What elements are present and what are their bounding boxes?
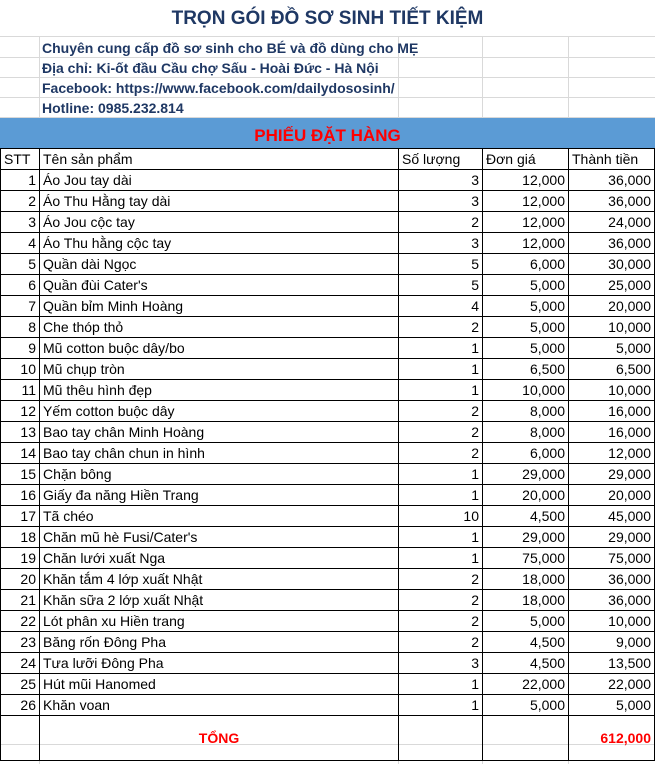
table-row bbox=[1, 212, 655, 233]
row-unit-price[interactable]: 18,000 bbox=[483, 569, 569, 590]
table-row bbox=[1, 422, 655, 443]
row-amount[interactable]: 29,000 bbox=[569, 527, 655, 548]
total-cell-empty[interactable] bbox=[483, 716, 569, 761]
row-quantity[interactable]: 1 bbox=[399, 338, 483, 359]
table-row bbox=[1, 254, 655, 275]
table-row bbox=[1, 380, 655, 401]
table-row bbox=[1, 359, 655, 380]
row-product-name[interactable]: Mũ cotton buộc dây/bo bbox=[40, 338, 399, 359]
row-unit-price[interactable]: 8,000 bbox=[483, 401, 569, 422]
row-quantity[interactable]: 2 bbox=[399, 422, 483, 443]
row-quantity[interactable]: 2 bbox=[399, 401, 483, 422]
row-product-name[interactable]: Áo Thu hằng cộc tay bbox=[40, 233, 399, 254]
row-stt[interactable]: 18 bbox=[1, 527, 40, 548]
row-product-name[interactable]: Bao tay chân Minh Hoàng bbox=[40, 422, 399, 443]
table-row bbox=[1, 317, 655, 338]
row-unit-price[interactable]: 12,000 bbox=[483, 191, 569, 212]
row-stt[interactable]: 20 bbox=[1, 569, 40, 590]
row-amount[interactable]: 10,000 bbox=[569, 380, 655, 401]
row-quantity[interactable]: 2 bbox=[399, 569, 483, 590]
row-amount[interactable]: 9,000 bbox=[569, 632, 655, 653]
column-header-amount[interactable]: Thành tiền bbox=[569, 149, 655, 170]
row-quantity[interactable]: 3 bbox=[399, 653, 483, 674]
row-quantity[interactable]: 3 bbox=[399, 191, 483, 212]
shop-hotline: Hotline: 0985.232.814 bbox=[42, 100, 184, 116]
row-product-name[interactable]: Chăn mũ hè Fusi/Cater's bbox=[40, 527, 399, 548]
row-stt[interactable]: 2 bbox=[1, 191, 40, 212]
row-product-name[interactable]: Áo Jou tay dài bbox=[40, 170, 399, 191]
table-row bbox=[1, 191, 655, 212]
table-row bbox=[1, 674, 655, 695]
row-amount[interactable]: 36,000 bbox=[569, 569, 655, 590]
table-row bbox=[1, 464, 655, 485]
row-product-name[interactable]: Tưa lưỡi Đông Pha bbox=[40, 653, 399, 674]
row-unit-price[interactable]: 29,000 bbox=[483, 464, 569, 485]
row-product-name[interactable]: Băng rốn Đông Pha bbox=[40, 632, 399, 653]
row-unit-price[interactable]: 5,000 bbox=[483, 275, 569, 296]
table-row bbox=[1, 653, 655, 674]
row-unit-price[interactable]: 18,000 bbox=[483, 590, 569, 611]
row-stt[interactable]: 12 bbox=[1, 401, 40, 422]
row-stt[interactable]: 6 bbox=[1, 275, 40, 296]
row-quantity[interactable]: 10 bbox=[399, 506, 483, 527]
row-stt[interactable]: 26 bbox=[1, 695, 40, 716]
row-product-name[interactable]: Mũ chụp tròn bbox=[40, 359, 399, 380]
row-amount[interactable]: 75,000 bbox=[569, 548, 655, 569]
total-cell-empty[interactable] bbox=[1, 716, 40, 761]
table-row bbox=[1, 443, 655, 464]
row-stt[interactable]: 13 bbox=[1, 422, 40, 443]
row-amount[interactable]: 36,000 bbox=[569, 590, 655, 611]
row-quantity[interactable]: 2 bbox=[399, 632, 483, 653]
row-amount[interactable]: 36,000 bbox=[569, 233, 655, 254]
row-stt[interactable]: 1 bbox=[1, 170, 40, 191]
row-quantity[interactable]: 2 bbox=[399, 611, 483, 632]
row-amount[interactable]: 16,000 bbox=[569, 422, 655, 443]
row-quantity[interactable]: 1 bbox=[399, 464, 483, 485]
row-product-name[interactable]: Quần dài Ngọc bbox=[40, 254, 399, 275]
row-stt[interactable]: 4 bbox=[1, 233, 40, 254]
row-quantity[interactable]: 2 bbox=[399, 590, 483, 611]
total-row bbox=[1, 716, 655, 761]
row-amount[interactable]: 16,000 bbox=[569, 401, 655, 422]
row-stt[interactable]: 17 bbox=[1, 506, 40, 527]
table-row bbox=[1, 506, 655, 527]
row-stt[interactable]: 3 bbox=[1, 212, 40, 233]
row-unit-price[interactable]: 8,000 bbox=[483, 422, 569, 443]
row-product-name[interactable]: Khăn tắm 4 lớp xuất Nhật bbox=[40, 569, 399, 590]
row-unit-price[interactable]: 4,500 bbox=[483, 632, 569, 653]
row-stt[interactable]: 10 bbox=[1, 359, 40, 380]
row-unit-price[interactable]: 4,500 bbox=[483, 653, 569, 674]
shop-address: Địa chỉ: Ki-ốt đầu Cầu chợ Sấu - Hoài Đức - Hà Nội bbox=[42, 60, 379, 76]
row-unit-price[interactable]: 12,000 bbox=[483, 170, 569, 191]
row-product-name[interactable]: Yếm cotton buộc dây bbox=[40, 401, 399, 422]
table-row bbox=[1, 338, 655, 359]
table-row bbox=[1, 296, 655, 317]
total-label[interactable]: TỔNG bbox=[40, 716, 399, 761]
row-amount[interactable]: 20,000 bbox=[569, 296, 655, 317]
row-stt[interactable]: 9 bbox=[1, 338, 40, 359]
row-amount[interactable]: 6,500 bbox=[569, 359, 655, 380]
order-title: PHIẾU ĐẶT HÀNG bbox=[254, 126, 401, 145]
total-cell-empty[interactable] bbox=[399, 716, 483, 761]
row-quantity[interactable]: 1 bbox=[399, 359, 483, 380]
row-unit-price[interactable]: 12,000 bbox=[483, 233, 569, 254]
row-stt[interactable]: 25 bbox=[1, 674, 40, 695]
row-amount[interactable]: 36,000 bbox=[569, 191, 655, 212]
row-amount[interactable]: 30,000 bbox=[569, 254, 655, 275]
row-quantity[interactable]: 1 bbox=[399, 548, 483, 569]
row-product-name[interactable]: Chặn bông bbox=[40, 464, 399, 485]
row-amount[interactable]: 20,000 bbox=[569, 485, 655, 506]
row-product-name[interactable]: Mũ thêu hình đẹp bbox=[40, 380, 399, 401]
row-amount[interactable]: 5,000 bbox=[569, 338, 655, 359]
row-unit-price[interactable]: 10,000 bbox=[483, 380, 569, 401]
table-row bbox=[1, 170, 655, 191]
shop-facebook: Facebook: https://www.facebook.com/dailydososinh/ bbox=[42, 80, 395, 96]
row-unit-price[interactable]: 75,000 bbox=[483, 548, 569, 569]
row-unit-price[interactable]: 4,500 bbox=[483, 506, 569, 527]
table-row bbox=[1, 548, 655, 569]
row-amount[interactable]: 10,000 bbox=[569, 611, 655, 632]
row-amount[interactable]: 24,000 bbox=[569, 212, 655, 233]
row-amount[interactable]: 25,000 bbox=[569, 275, 655, 296]
order-table bbox=[0, 148, 655, 761]
row-unit-price[interactable]: 5,000 bbox=[483, 338, 569, 359]
row-stt[interactable]: 16 bbox=[1, 485, 40, 506]
table-row bbox=[1, 233, 655, 254]
column-header-unit-price[interactable]: Đơn giá bbox=[483, 149, 569, 170]
row-stt[interactable]: 5 bbox=[1, 254, 40, 275]
shop-tagline: Chuyên cung cấp đồ sơ sinh cho BÉ và đồ dùng cho MẸ bbox=[42, 40, 419, 56]
row-stt[interactable]: 7 bbox=[1, 296, 40, 317]
row-unit-price[interactable]: 5,000 bbox=[483, 695, 569, 716]
row-amount[interactable]: 12,000 bbox=[569, 443, 655, 464]
row-quantity[interactable]: 5 bbox=[399, 254, 483, 275]
table-row bbox=[1, 632, 655, 653]
row-quantity[interactable]: 3 bbox=[399, 233, 483, 254]
row-product-name[interactable]: Hút mũi Hanomed bbox=[40, 674, 399, 695]
row-product-name[interactable]: Quần đùi Cater's bbox=[40, 275, 399, 296]
row-quantity[interactable]: 2 bbox=[399, 317, 483, 338]
row-unit-price[interactable]: 29,000 bbox=[483, 527, 569, 548]
row-amount[interactable]: 10,000 bbox=[569, 317, 655, 338]
table-row bbox=[1, 611, 655, 632]
row-unit-price[interactable]: 5,000 bbox=[483, 611, 569, 632]
row-amount[interactable]: 29,000 bbox=[569, 464, 655, 485]
row-quantity[interactable]: 1 bbox=[399, 485, 483, 506]
total-value[interactable]: 612,000 bbox=[569, 716, 655, 761]
table-row bbox=[1, 275, 655, 296]
table-row bbox=[1, 590, 655, 611]
row-stt[interactable]: 22 bbox=[1, 611, 40, 632]
shop-title: TRỌN GÓI ĐỒ SƠ SINH TIẾT KIỆM bbox=[171, 8, 484, 29]
row-unit-price[interactable]: 12,000 bbox=[483, 212, 569, 233]
row-stt[interactable]: 24 bbox=[1, 653, 40, 674]
row-stt[interactable]: 15 bbox=[1, 464, 40, 485]
row-quantity[interactable]: 5 bbox=[399, 275, 483, 296]
row-amount[interactable]: 45,000 bbox=[569, 506, 655, 527]
row-quantity[interactable]: 1 bbox=[399, 695, 483, 716]
row-product-name[interactable]: Giấy đa năng Hiền Trang bbox=[40, 485, 399, 506]
column-header-product[interactable]: Tên sản phẩm bbox=[40, 149, 399, 170]
row-product-name[interactable]: Lót phân xu Hiền trang bbox=[40, 611, 399, 632]
row-quantity[interactable]: 1 bbox=[399, 380, 483, 401]
row-amount[interactable]: 13,500 bbox=[569, 653, 655, 674]
row-amount[interactable]: 36,000 bbox=[569, 170, 655, 191]
row-unit-price[interactable]: 6,000 bbox=[483, 443, 569, 464]
row-quantity[interactable]: 3 bbox=[399, 170, 483, 191]
row-stt[interactable]: 19 bbox=[1, 548, 40, 569]
row-product-name[interactable]: Khăn voan bbox=[40, 695, 399, 716]
row-stt[interactable]: 21 bbox=[1, 590, 40, 611]
row-product-name[interactable]: Khăn sữa 2 lớp xuất Nhật bbox=[40, 590, 399, 611]
table-row bbox=[1, 401, 655, 422]
row-quantity[interactable]: 4 bbox=[399, 296, 483, 317]
order-table-header bbox=[1, 149, 655, 170]
row-unit-price[interactable]: 5,000 bbox=[483, 296, 569, 317]
column-header-stt[interactable]: STT bbox=[1, 149, 40, 170]
row-stt[interactable]: 11 bbox=[1, 380, 40, 401]
row-product-name[interactable]: Quần bỉm Minh Hoàng bbox=[40, 296, 399, 317]
row-product-name[interactable]: Chăn lưới xuất Nga bbox=[40, 548, 399, 569]
row-product-name[interactable]: Áo Jou cộc tay bbox=[40, 212, 399, 233]
row-unit-price[interactable]: 5,000 bbox=[483, 317, 569, 338]
row-stt[interactable]: 23 bbox=[1, 632, 40, 653]
row-product-name[interactable]: Áo Thu Hằng tay dài bbox=[40, 191, 399, 212]
table-row bbox=[1, 569, 655, 590]
row-product-name[interactable]: Tã chéo bbox=[40, 506, 399, 527]
row-stt[interactable]: 8 bbox=[1, 317, 40, 338]
row-amount[interactable]: 22,000 bbox=[569, 674, 655, 695]
table-row bbox=[1, 527, 655, 548]
row-unit-price[interactable]: 22,000 bbox=[483, 674, 569, 695]
row-unit-price[interactable]: 6,000 bbox=[483, 254, 569, 275]
row-amount[interactable]: 5,000 bbox=[569, 695, 655, 716]
row-quantity[interactable]: 1 bbox=[399, 674, 483, 695]
row-product-name[interactable]: Che thóp thỏ bbox=[40, 317, 399, 338]
column-header-quantity[interactable]: Số lượng bbox=[399, 149, 483, 170]
row-quantity[interactable]: 2 bbox=[399, 212, 483, 233]
row-unit-price[interactable]: 20,000 bbox=[483, 485, 569, 506]
row-stt[interactable]: 14 bbox=[1, 443, 40, 464]
row-unit-price[interactable]: 6,500 bbox=[483, 359, 569, 380]
table-row bbox=[1, 695, 655, 716]
table-row bbox=[1, 485, 655, 506]
row-quantity[interactable]: 1 bbox=[399, 527, 483, 548]
row-product-name[interactable]: Bao tay chân chun in hình bbox=[40, 443, 399, 464]
row-quantity[interactable]: 2 bbox=[399, 443, 483, 464]
